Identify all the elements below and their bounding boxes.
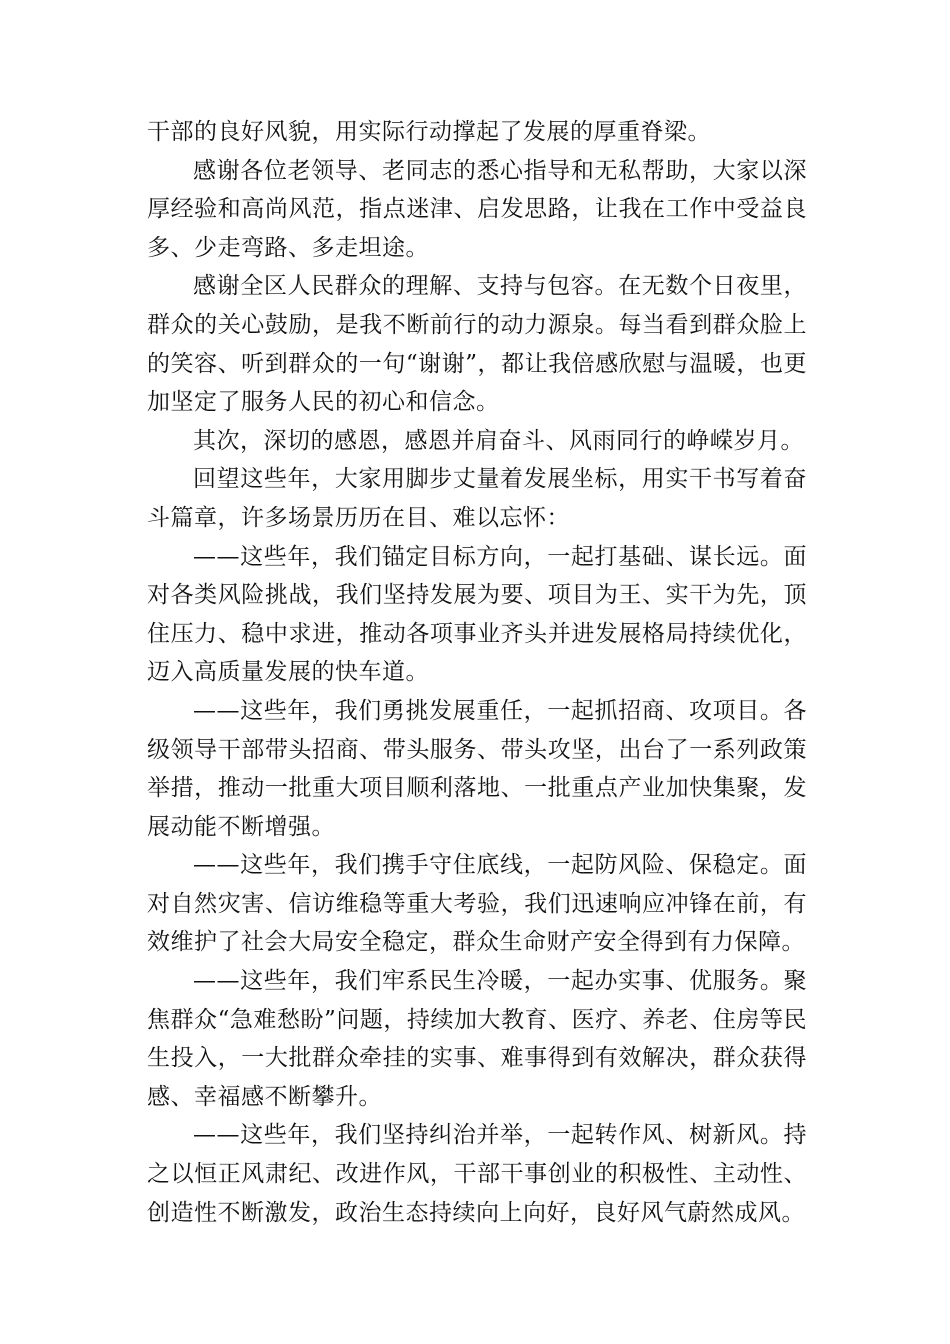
paragraph-3: 感谢全区人民群众的理解、支持与包容。在无数个日夜里，群众的关心鼓励，是我不断前行的动力源泉。每当看到群众脸上的笑容、听到群众的一句“谢谢”，都让我倍感欣慰与温暖，也更加坚定了服务人民的初心和信念。 (147, 273, 807, 416)
paragraph-7: ——这些年，我们勇挑发展重任，一起抓招商、攻项目。各级领导干部带头招商、带头服务、带头攻坚，出台了一系列政策举措，推动一批重大项目顺利落地、一批重点产业加快集聚，发展动能不断增强。 (147, 697, 807, 840)
paragraph-5: 回望这些年，大家用脚步丈量着发展坐标，用实干书写着奋斗篇章，许多场景历历在目、难以忘怀： (147, 466, 807, 531)
paragraph-1: 干部的良好风貌，用实际行动撑起了发展的厚重脊梁。 (147, 119, 711, 145)
document-page (147, 113, 807, 1232)
paragraph-9: ——这些年，我们牢系民生冷暖，一起办实事、优服务。聚焦群众“急难愁盼”问题，持续加大教育、医疗、养老、住房等民生投入，一大批群众牵挂的实事、难事得到有效解决，群众获得感、幸福感不断攀升。 (147, 968, 807, 1110)
paragraph-10: ——这些年，我们坚持纠治并举，一起转作风、树新风。持之以恒正风肃纪、改进作风，干部干事创业的积极性、主动性、创造性不断激发，政治生态持续向上向好，良好风气蔚然成风。 (147, 1122, 807, 1226)
paragraph-4: 其次，深切的感恩，感恩并肩奋斗、风雨同行的峥嵘岁月。 (193, 427, 804, 454)
paragraph-2: 感谢各位老领导、老同志的悉心指导和无私帮助，大家以深厚经验和高尚风范，指点迷津、启发思路，让我在工作中受益良多、少走弯路、多走坦途。 (147, 157, 807, 261)
paragraph-8: ——这些年，我们携手守住底线，一起防风险、保稳定。面对自然灾害、信访维稳等重大考验，我们迅速响应冲锋在前，有效维护了社会大局安全稳定，群众生命财产安全得到有力保障。 (147, 852, 807, 956)
paragraph-6: ——这些年，我们锚定目标方向，一起打基础、谋长远。面对各类风险挑战，我们坚持发展为要、项目为王、实干为先，顶住压力、稳中求进，推动各项事业齐头并进发展格局持续优化，迈入高质量发展的快车道。 (147, 543, 807, 686)
